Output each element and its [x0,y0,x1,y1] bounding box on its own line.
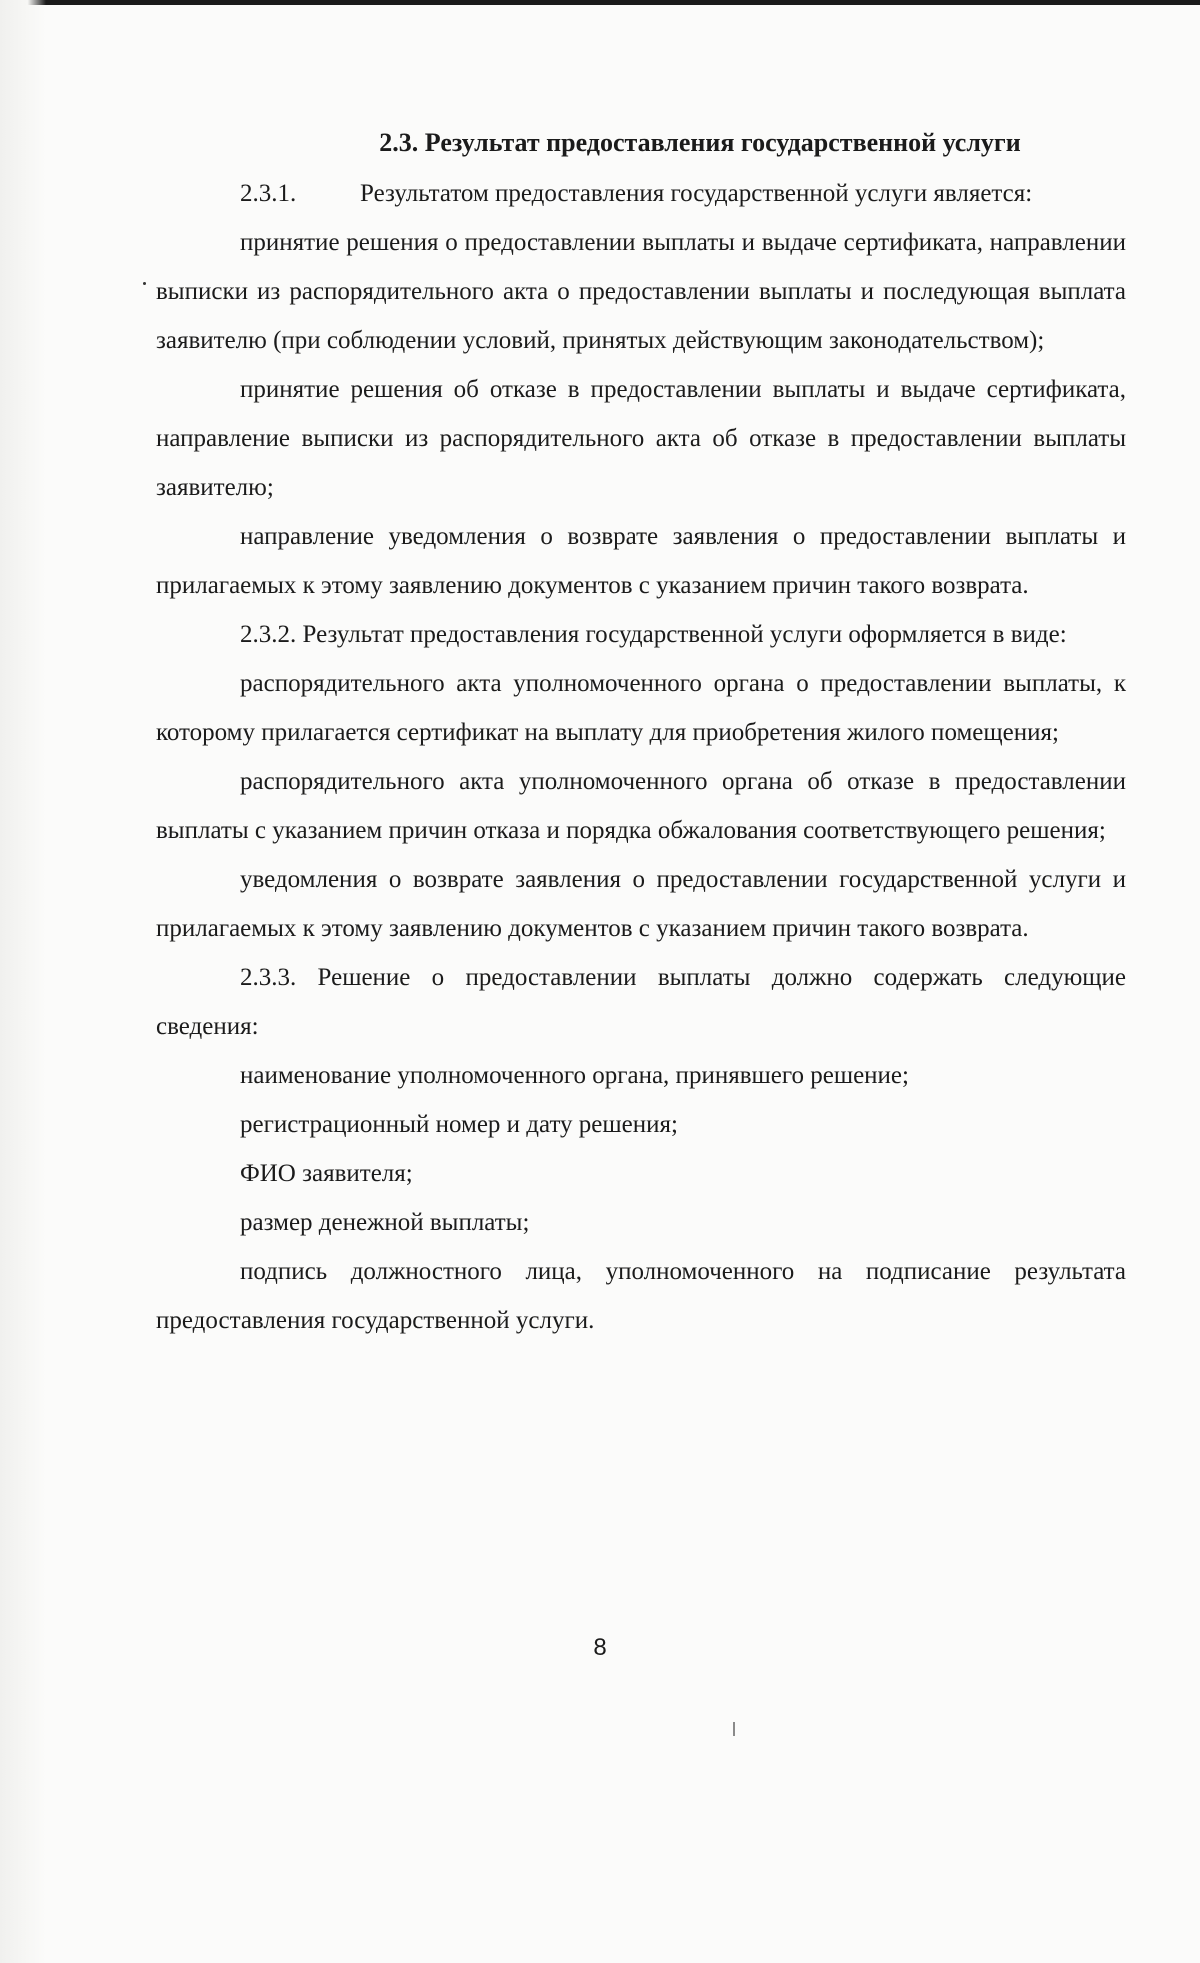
scan-tick-mark [733,1722,735,1736]
item-2-3-2: 2.3.2. Результат предоставления государственной услуги оформляется в виде: [240,621,1067,648]
paragraph-2-3-3-e: подпись должностного лица, уполномоченного на подписание результата предоставления государственной услуги. [156,1258,1126,1334]
paragraph-2-3-3-d: размер денежной выплаты; [240,1209,530,1236]
page-number: 8 [593,1634,607,1661]
scan-top-border [0,0,1200,5]
paragraph-2-3-1-b: принятие решения об отказе в предоставлении выплаты и выдаче сертификата, направление выписки из распорядительного акта об отказе в предоставлении выплаты заявителю; [156,376,1126,501]
item-2-3-3: 2.3.3. Решение о предоставлении выплаты должно содержать следующие сведения: [156,964,1126,1040]
paragraph-2-3-2-b: распорядительного акта уполномоченного органа об отказе в предоставлении выплаты с указанием причин отказа и порядка обжалования соответствующего решения; [156,768,1126,844]
item-number: 2.3.1. [240,180,297,207]
paragraph-2-3-3-a: наименование уполномоченного органа, принявшего решение; [240,1062,909,1089]
scan-speck [143,282,146,285]
item-text: Результатом предоставления государственной услуги является: [360,180,1033,207]
paragraph-2-3-3-c: ФИО заявителя; [240,1160,413,1187]
paragraph-2-3-2-a: распорядительного акта уполномоченного органа о предоставлении выплаты, к которому прилагается сертификат на выплату для приобретения жилого помещения; [156,670,1126,746]
paragraph-2-3-1-c: направление уведомления о возврате заявления о предоставлении выплаты и прилагаемых к этому заявлению документов с указанием причин такого возврата. [156,523,1126,599]
paragraph-2-3-2-c: уведомления о возврате заявления о предоставлении государственной услуги и прилагаемых к этому заявлению документов с указанием причин такого возврата. [156,866,1126,942]
scan-left-edge [0,0,46,1963]
paragraph-2-3-3-b: регистрационный номер и дату решения; [240,1111,678,1138]
document-body [156,118,1126,1345]
paragraph-2-3-1-a: принятие решения о предоставлении выплаты и выдаче сертификата, направлении выписки из распорядительного акта о предоставлении выплаты и последующая выплата заявителю (при соблюдении условий, принятых действующим законодательством); [156,229,1126,354]
item-2-3-1 [156,169,1126,218]
section-heading: 2.3. Результат предоставления государственной услуги [379,128,1021,157]
